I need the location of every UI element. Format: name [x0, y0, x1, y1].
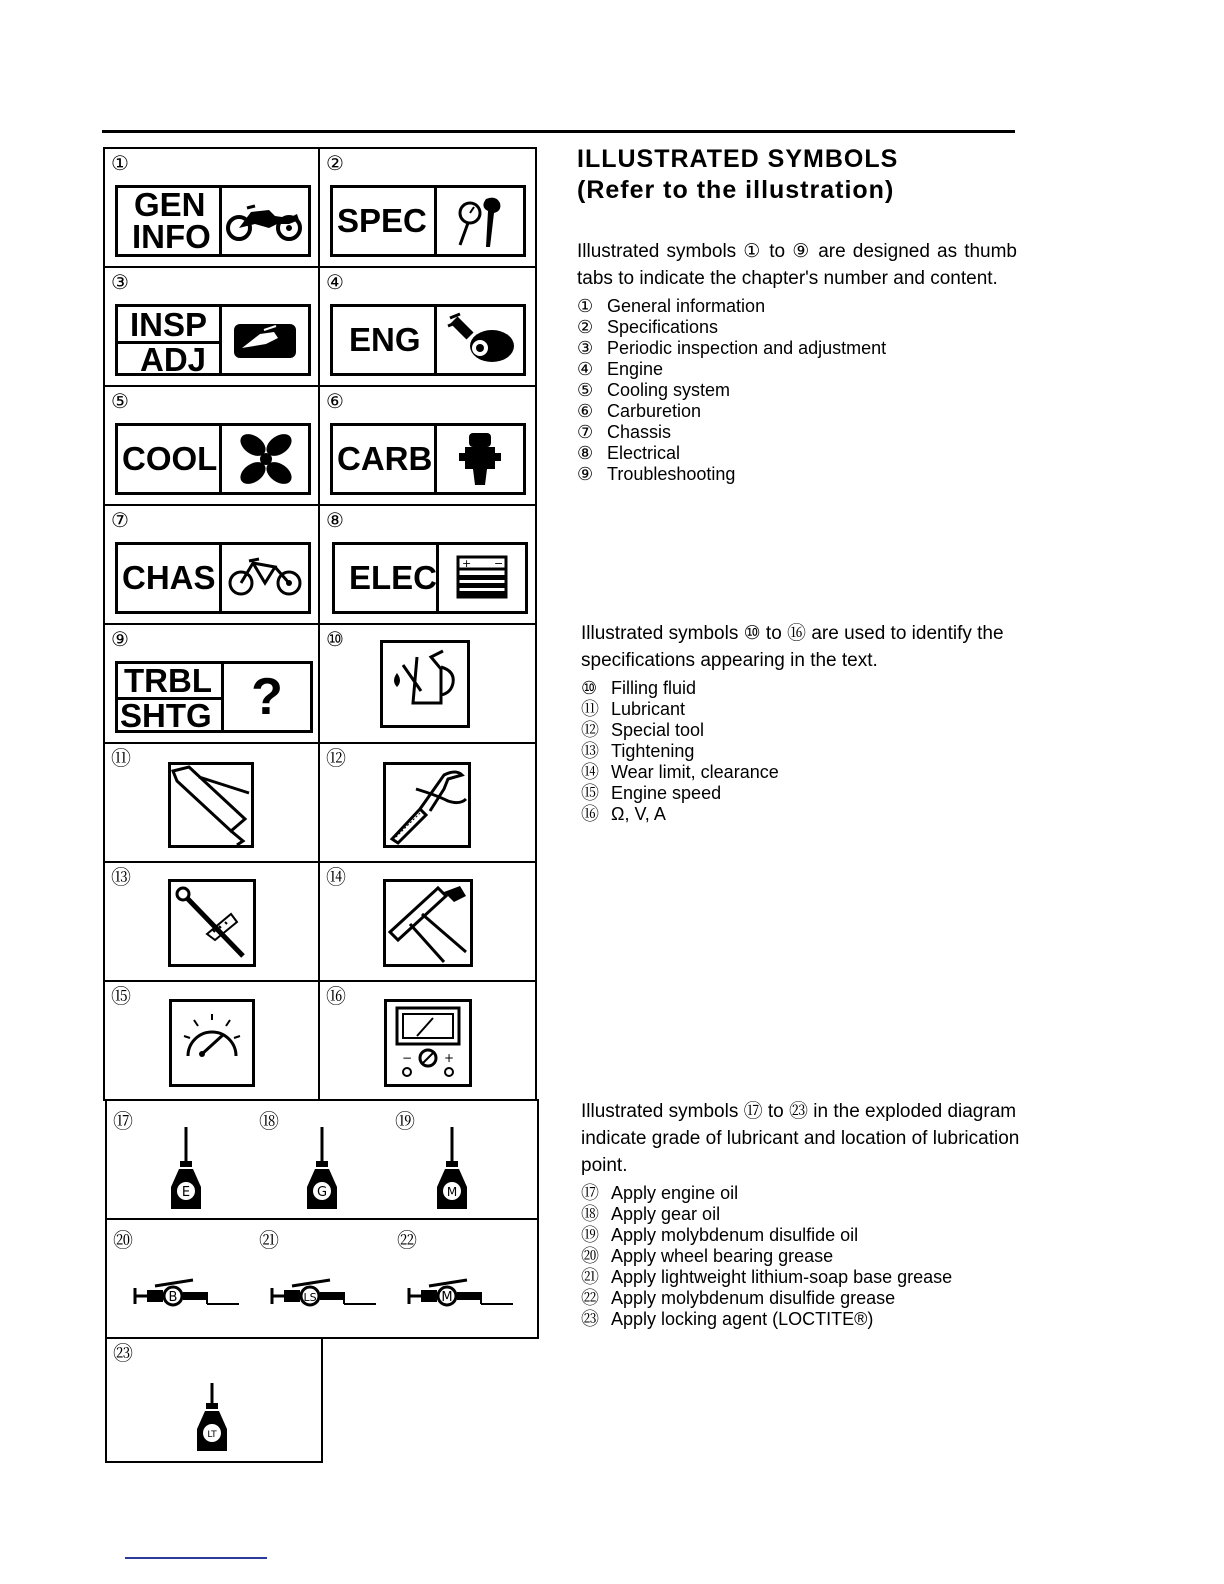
- symbol-list: [581, 1183, 1021, 1330]
- list-item: ⑳ Apply wheel bearing grease: [581, 1246, 834, 1266]
- symbol-cell-14: [318, 861, 537, 982]
- list-item: ⑥ Carburetion: [577, 401, 702, 421]
- symbol-cell-1: [103, 147, 320, 268]
- engine-oil-icon: [169, 1127, 203, 1217]
- battery-minus-label: −: [494, 557, 504, 570]
- list-item: ㉑ Apply lightweight lithium-soap base grease: [581, 1267, 953, 1287]
- list-item: ⑭ Wear limit, clearance: [581, 762, 779, 782]
- page-title: ILLUSTRATED SYMBOLS: [577, 145, 899, 173]
- symbol-number: ⑫: [326, 748, 346, 770]
- inspection-icon: [222, 307, 308, 373]
- meter-plus-label: +: [444, 1051, 455, 1065]
- spec-tab: [330, 185, 526, 257]
- oil-grade-label: E: [181, 1185, 191, 1200]
- list-item: ② Specifications: [577, 317, 719, 337]
- page-subtitle: (Refer to the illustration): [577, 176, 895, 204]
- list-item: ⑨ Troubleshooting: [577, 464, 736, 484]
- tachometer-icon: [169, 999, 255, 1087]
- list-item: ① General information: [577, 296, 766, 316]
- carburetor-icon: [437, 426, 523, 492]
- list-item: ⑦ Chassis: [577, 422, 672, 442]
- eng-tab: [330, 304, 526, 376]
- list-item: ㉒ Apply molybdenum disulfide grease: [581, 1288, 896, 1308]
- lubricant-grease-gun-icon: [168, 762, 254, 848]
- list-item: ⑲ Apply molybdenum disulfide oil: [581, 1225, 859, 1245]
- oil-grade-label: G: [316, 1185, 328, 1200]
- symbol-number: ③: [111, 272, 129, 294]
- symbol-number: ①: [111, 153, 129, 175]
- section-intro: Illustrated symbols ⑩ to ⑯ are used to identify the specifications appearing in the text.: [581, 623, 1004, 671]
- symbol-cell-13: [103, 861, 320, 982]
- symbol-cell-15: [103, 980, 320, 1101]
- engine-piston-icon: [437, 307, 523, 373]
- moly-grease-icon: [407, 1278, 515, 1308]
- tab-label: ELEC: [335, 545, 439, 611]
- gen-info-tab: [115, 185, 311, 257]
- symbol-cell-3: [103, 266, 320, 387]
- oil-grade-label: LT: [207, 1430, 217, 1440]
- locking-agent-cell: [105, 1337, 323, 1463]
- symbol-cell-9: [103, 623, 320, 744]
- torque-wrench-icon: [168, 879, 256, 967]
- oil-row: [105, 1099, 539, 1220]
- special-tool-icon: [383, 762, 471, 848]
- multimeter-icon: [384, 999, 472, 1087]
- list-item: ④ Engine: [577, 359, 664, 379]
- tab-label: TRBL SHTG: [118, 664, 224, 730]
- tab-label: CARB: [333, 426, 437, 492]
- question-mark: ?: [251, 668, 283, 726]
- fan-icon: [222, 426, 308, 492]
- gauge-wrench-icon: [437, 188, 523, 254]
- symbol-list: [577, 296, 1017, 485]
- moly-oil-icon: [435, 1127, 469, 1217]
- symbol-number: ④: [326, 272, 344, 294]
- symbol-number: ⑱: [259, 1111, 279, 1133]
- carb-tab: [330, 423, 526, 495]
- list-item: ③ Periodic inspection and adjustment: [577, 338, 887, 358]
- tab-label: ENG: [333, 307, 437, 373]
- elec-tab: [332, 542, 528, 614]
- list-item: ⑯ Ω, V, A: [581, 804, 666, 824]
- symbol-number: ⑬: [111, 867, 131, 889]
- wheel-bearing-grease-icon: [133, 1278, 241, 1308]
- symbol-number: ⑲: [395, 1111, 415, 1133]
- symbol-number: ⑧: [326, 510, 344, 532]
- meter-minus-label: −: [402, 1051, 413, 1065]
- symbol-cell-10: [318, 623, 537, 744]
- chas-tab: [115, 542, 311, 614]
- symbol-cell-4: [318, 266, 537, 387]
- trbl-shtg-tab: [115, 661, 313, 733]
- symbol-cell-8: [318, 504, 537, 625]
- oil-grade-label: M: [446, 1185, 458, 1199]
- list-item: ⑤ Cooling system: [577, 380, 731, 400]
- tab-label: COOL: [118, 426, 222, 492]
- symbol-number: ㉒: [397, 1230, 417, 1252]
- symbol-number: ⑥: [326, 391, 344, 413]
- section-intro: Illustrated symbols ⑰ to ㉓ in the exploded diagram indicate grade of lubricant and location of lubrication point.: [581, 1101, 1020, 1176]
- symbol-number: ⑨: [111, 629, 129, 651]
- symbol-number: ㉓: [113, 1343, 133, 1365]
- gear-oil-icon: [305, 1127, 339, 1217]
- tab-label: CHAS: [118, 545, 222, 611]
- filling-fluid-icon: [380, 640, 470, 728]
- grease-grade-label: M: [441, 1290, 453, 1305]
- heading-block: [577, 144, 1017, 206]
- locking-agent-icon: [195, 1369, 229, 1459]
- symbol-cell-7: [103, 504, 320, 625]
- symbol-cell-6: [318, 385, 537, 506]
- list-item: ㉓ Apply locking agent (LOCTITE®): [581, 1309, 874, 1329]
- symbol-list: [581, 678, 1021, 825]
- section-chapter-tabs: [577, 238, 1017, 485]
- tab-label: SPEC: [333, 188, 437, 254]
- grease-row: [105, 1218, 539, 1339]
- symbol-number: ㉑: [259, 1230, 279, 1252]
- motorcycle-icon: [222, 188, 308, 254]
- symbol-cell-16: [318, 980, 537, 1101]
- symbol-number: ⑮: [111, 986, 131, 1008]
- symbol-number: ⑭: [326, 867, 346, 889]
- symbol-cell-5: [103, 385, 320, 506]
- list-item: ⑧ Electrical: [577, 443, 681, 463]
- list-item: ⑰ Apply engine oil: [581, 1183, 739, 1203]
- grease-grade-label: B: [168, 1290, 178, 1305]
- section-specifications: [581, 620, 1021, 825]
- insp-adj-tab: [115, 304, 311, 376]
- top-rule: [102, 130, 1015, 133]
- chassis-frame-icon: [222, 545, 308, 611]
- cool-tab: [115, 423, 311, 495]
- symbol-cell-11: [103, 742, 320, 863]
- symbol-number: ⑳: [113, 1230, 133, 1252]
- symbol-number: ⑪: [111, 748, 131, 770]
- grease-grade-label: LS: [303, 1291, 317, 1304]
- list-item: ⑩ Filling fluid: [581, 678, 697, 698]
- symbol-cell-12: [318, 742, 537, 863]
- list-item: ⑫ Special tool: [581, 720, 705, 740]
- battery-plus-label: +: [462, 557, 472, 570]
- section-lubrication: [581, 1098, 1021, 1330]
- tab-label: INSP ADJ: [118, 307, 222, 373]
- battery-icon: [439, 545, 525, 611]
- list-item: ⑪ Lubricant: [581, 699, 686, 719]
- symbol-number: ⑦: [111, 510, 129, 532]
- symbol-number: ⑤: [111, 391, 129, 413]
- caliper-icon: [383, 879, 473, 967]
- symbol-cell-2: [318, 147, 537, 268]
- footer-line: [125, 1557, 267, 1559]
- list-item: ⑱ Apply gear oil: [581, 1204, 721, 1224]
- question-mark-icon: [224, 664, 310, 730]
- lithium-grease-icon: [270, 1278, 378, 1308]
- symbol-number: ⑯: [326, 986, 346, 1008]
- symbol-number: ⑰: [113, 1111, 133, 1133]
- symbol-number: ⑩: [326, 629, 344, 651]
- tab-label: GEN INFO: [118, 188, 222, 254]
- list-item: ⑬ Tightening: [581, 741, 695, 761]
- section-intro: Illustrated symbols ① to ⑨ are designed as thumb tabs to indicate the chapter's number and content.: [577, 241, 1017, 289]
- symbol-number: ②: [326, 153, 344, 175]
- list-item: ⑮ Engine speed: [581, 783, 722, 803]
